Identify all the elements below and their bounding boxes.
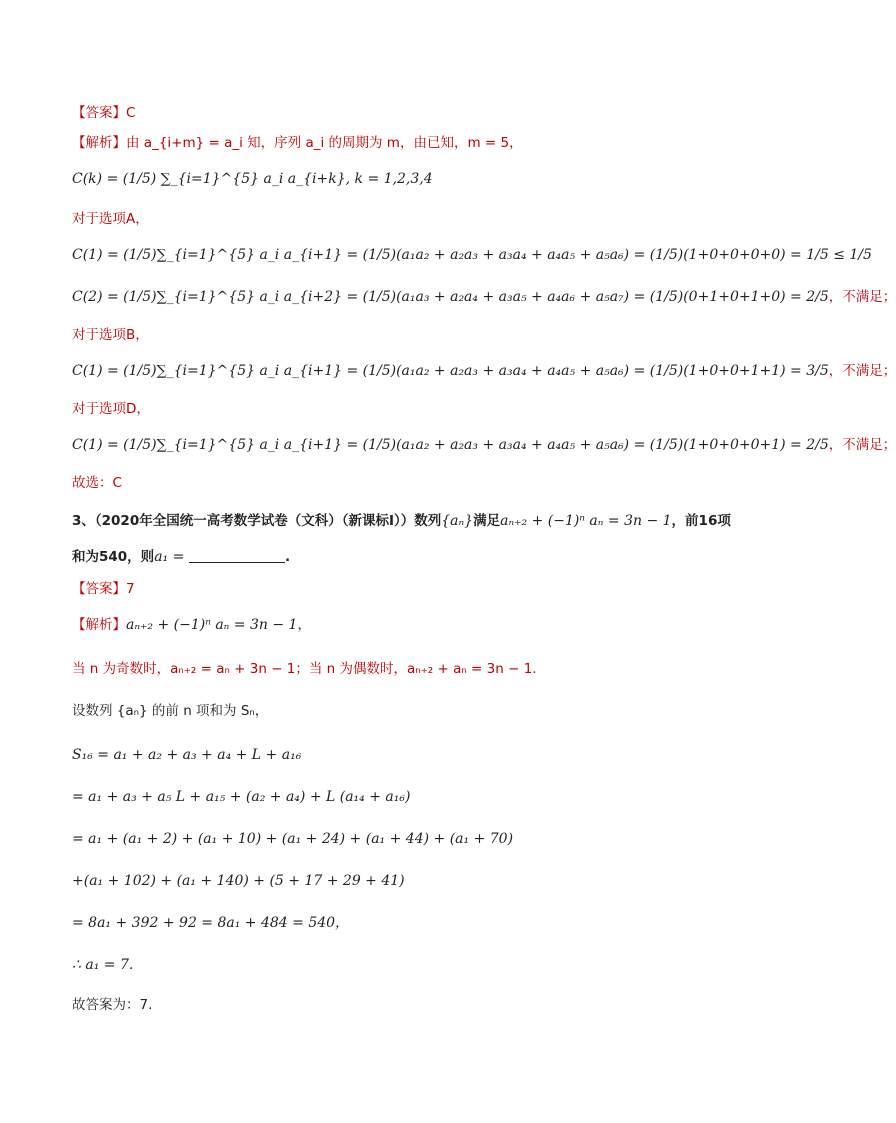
q3-step-4: +(a₁ + 102) + (a₁ + 140) + (5 + 17 + 29 + 41) <box>72 873 405 889</box>
q3-stem-end: . <box>285 549 291 565</box>
option-a-c2-formula: C(2) = (1/5)∑_{i=1}^{5} a_i a_{i+2} = (1/5)(a₁a₃ + a₂a₄ + a₃a₅ + a₄a₆ + a₅a₇) = (1/5)(0+1+0+1+0) = 2/5 <box>72 289 829 305</box>
q3-final-answer: 故答案为：7. <box>72 997 153 1013</box>
q3-step-6: ∴ a₁ = 7. <box>72 957 134 973</box>
option-a-c1-formula: C(1) = (1/5)∑_{i=1}^{5} a_i a_{i+1} = (1/5)(a₁a₂ + a₂a₃ + a₃a₄ + a₄a₅ + a₅a₆) = (1/5)(1+0+0+0+0) = 1/5 ≤ 1/5 <box>72 247 872 263</box>
q2-choice-line <box>72 474 122 492</box>
option-b-label: 对于选项B， <box>72 327 149 343</box>
analysis-tag: 【解析】 <box>72 135 126 151</box>
q3-step-2: = a₁ + a₃ + a₅ L + a₁₅ + (a₂ + a₄) + L (a₁₄ + a₁₆) <box>72 789 411 805</box>
option-b-c1-formula: C(1) = (1/5)∑_{i=1}^{5} a_i a_{i+1} = (1/5)(a₁a₂ + a₂a₃ + a₃a₄ + a₄a₅ + a₅a₆) = (1/5)(1+0+0+1+1) = 3/5 <box>72 363 829 379</box>
q3-step-1: S₁₆ = a₁ + a₂ + a₃ + a₄ + L + a₁₆ <box>72 747 302 763</box>
q3-stem-part-c: ，前16项 <box>671 513 731 529</box>
option-d-c1-formula: C(1) = (1/5)∑_{i=1}^{5} a_i a_{i+1} = (1/5)(a₁a₂ + a₂a₃ + a₃a₄ + a₄a₅ + a₅a₆) = (1/5)(1+0+0+0+1) = 2/5 <box>72 437 829 453</box>
option-b-c1-tail: ，不满足； <box>828 363 896 379</box>
choice-value: C <box>112 475 122 491</box>
q3-stem-line2 <box>72 548 290 566</box>
option-d-c1-tail: ，不满足； <box>828 437 896 453</box>
q3-stem-formula: aₙ₊₂ + (−1)ⁿ aₙ = 3n − 1 <box>500 513 672 529</box>
q3-stem-line1 <box>72 512 731 530</box>
q3-analysis-comma: ， <box>297 617 311 633</box>
q3-stem-part-d: 和为540，则 <box>72 549 155 565</box>
q3-parity-cases: 当 n 为奇数时，aₙ₊₂ = aₙ + 3n − 1；当 n 为偶数时，aₙ₊₂ + aₙ = 3n − 1. <box>72 661 537 677</box>
q3-stem-sequence: {aₙ} <box>441 513 474 529</box>
q3-sum-definition: 设数列 {aₙ} 的前 n 项和为 Sₙ， <box>72 703 269 719</box>
q3-stem-part-a: 3、（2020年全国统一高考数学试卷（文科）（新课标Ⅰ））数列 <box>72 513 442 529</box>
option-b-c1-line <box>72 362 896 380</box>
choice-label: 故选： <box>72 475 113 491</box>
answer-blank <box>189 562 285 563</box>
q3-answer-line <box>72 580 135 598</box>
q3-step-5: = 8a₁ + 392 + 92 = 8a₁ + 484 = 540， <box>72 915 350 931</box>
q3-answer-tag: 【答案】 <box>72 581 126 597</box>
q3-analysis-line <box>72 616 311 634</box>
analysis-intro: 由 a_{i+m} = a_i 知，序列 a_i 的周期为 m，由已知，m = 5， <box>126 135 523 151</box>
formula-c-definition: C(k) = (1/5) ∑_{i=1}^{5} a_i a_{i+k}, k = 1,2,3,4 <box>72 171 433 187</box>
option-a-label: 对于选项A， <box>72 211 149 227</box>
option-a-c2-tail: ，不满足； <box>828 289 896 305</box>
q2-answer-line <box>72 104 135 122</box>
answer-tag: 【答案】 <box>72 105 126 121</box>
q2-analysis-line <box>72 134 523 152</box>
q3-stem-a1: a₁ = <box>154 549 185 565</box>
answer-value: C <box>126 105 136 121</box>
q3-analysis-formula: aₙ₊₂ + (−1)ⁿ aₙ = 3n − 1 <box>126 617 298 633</box>
option-d-c1-line <box>72 436 896 454</box>
q3-answer-value: 7 <box>126 581 135 597</box>
option-d-label: 对于选项D， <box>72 401 150 417</box>
q3-analysis-tag: 【解析】 <box>72 617 126 633</box>
option-a-c2-line <box>72 288 896 306</box>
q3-stem-part-b: 满足 <box>473 513 501 529</box>
q3-step-3: = a₁ + (a₁ + 2) + (a₁ + 10) + (a₁ + 24) + (a₁ + 44) + (a₁ + 70) <box>72 831 514 847</box>
